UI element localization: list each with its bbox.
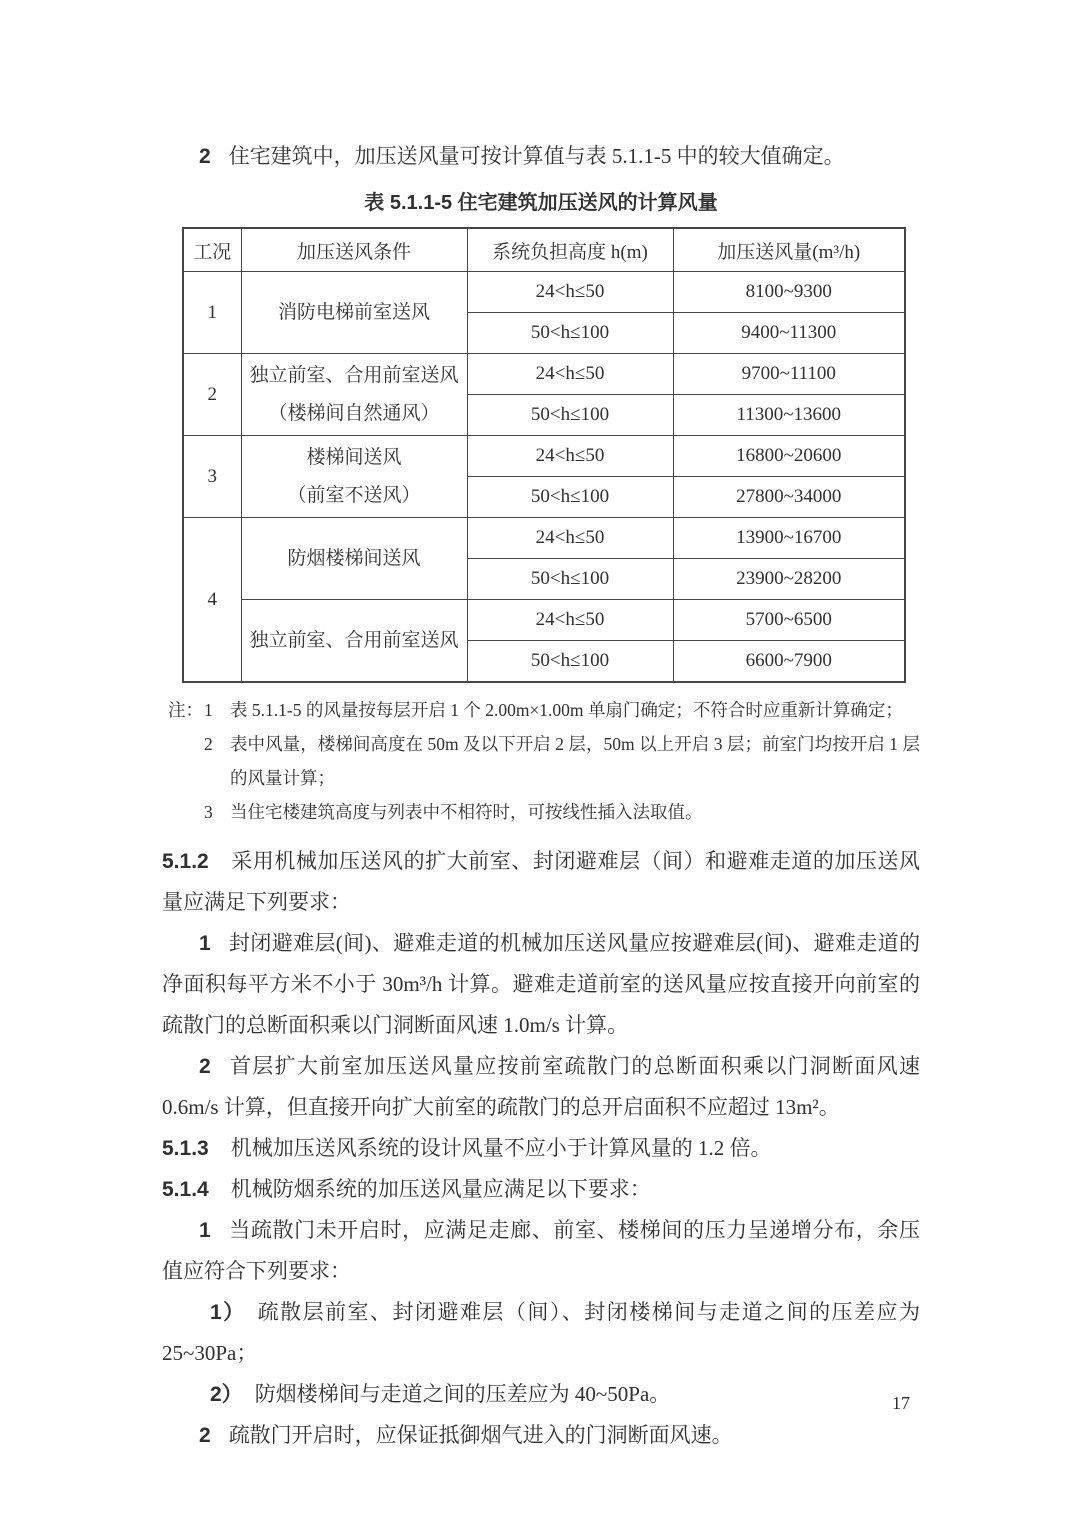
condition-line: 消防电梯前室送风	[277, 301, 430, 323]
note-item	[168, 727, 920, 795]
condition-line: 独立前室、合用前室送风	[249, 364, 459, 386]
clause-number: 2	[199, 1424, 211, 1447]
section-5-1-3: 5.1.3 机械加压送风系统的设计风量不应小于计算风量的 1.2 倍。	[162, 1136, 772, 1160]
note-item	[168, 693, 920, 727]
clause-number: 2	[199, 1055, 211, 1078]
cell-volume: 6600~7900	[673, 641, 905, 683]
table-5-1-1-5	[182, 227, 906, 683]
table-row	[183, 272, 905, 313]
intro-paragraph	[162, 136, 920, 177]
cell-volume: 27800~34000	[673, 477, 905, 518]
cell-volume: 8100~9300	[673, 272, 905, 313]
section-5-1-4: 5.1.4 机械防烟系统的加压送风量应满足以下要求：	[162, 1177, 651, 1201]
cell-height: 50<h≤100	[467, 559, 673, 600]
cell-height: 50<h≤100	[467, 313, 673, 354]
cell-height: 24<h≤50	[467, 272, 673, 313]
col-header-height: 系统负担高度 h(m)	[467, 228, 673, 272]
cell-volume: 16800~20600	[673, 436, 905, 477]
body-text	[162, 841, 920, 1456]
cell-height: 24<h≤50	[467, 518, 673, 559]
cell-volume: 9400~11300	[673, 313, 905, 354]
condition-line: （楼梯间自然通风）	[268, 402, 440, 424]
subclause-paragraph: 2） 防烟楼梯间与走道之间的压差应为 40~50Pa。	[210, 1382, 671, 1406]
condition-line: （前室不送风）	[287, 484, 421, 506]
intro-number: 2	[199, 145, 211, 168]
cell-height: 24<h≤50	[467, 436, 673, 477]
note-text: 当住宅楼建筑高度与列表中不相符时，可按线性插入法取值。	[230, 802, 703, 822]
subclause-number: 2）	[210, 1383, 243, 1406]
intro-text: 住宅建筑中，加压送风量可按计算值与表 5.1.1-5 中的较大值确定。	[228, 144, 845, 168]
cell-volume: 11300~13600	[673, 395, 905, 436]
note-number: 1	[204, 700, 213, 720]
subclause-paragraph: 1） 疏散层前室、封闭避难层（间）、封闭楼梯间与走道之间的压差应为 25~30Pa；	[162, 1300, 920, 1365]
table-row	[183, 600, 905, 641]
page-content	[162, 136, 920, 1456]
clause-number: 1	[199, 1219, 211, 1242]
section-number: 5.1.4	[162, 1178, 209, 1201]
note-text: 表中风量，楼梯间高度在 50m 及以下开启 2 层，50m 以上开启 3 层；前室门均按开启 1 层的风量计算；	[230, 734, 920, 788]
note-number: 2	[204, 734, 213, 754]
notes-label: 注：	[168, 700, 203, 720]
note-item	[168, 795, 920, 829]
cell-condition	[241, 436, 467, 518]
cell-condition	[241, 354, 467, 436]
cell-volume: 9700~11100	[673, 354, 905, 395]
cell-height: 24<h≤50	[467, 600, 673, 641]
col-header-volume: 加压送风量(m³/h)	[673, 228, 905, 272]
condition-line: 防烟楼梯间送风	[287, 547, 421, 569]
table-title: 表 5.1.1-5 住宅建筑加压送风的计算风量	[364, 192, 718, 214]
table-notes	[168, 693, 920, 829]
table-header-row	[183, 228, 905, 272]
clause-number: 1	[199, 932, 211, 955]
cell-height: 50<h≤100	[467, 395, 673, 436]
cell-case: 1	[183, 272, 241, 354]
col-header-condition: 加压送风条件	[241, 228, 467, 272]
cell-height: 24<h≤50	[467, 354, 673, 395]
table-row	[183, 354, 905, 395]
cell-height: 50<h≤100	[467, 477, 673, 518]
cell-case: 2	[183, 354, 241, 436]
section-number: 5.1.2	[162, 850, 209, 873]
table-row	[183, 436, 905, 477]
cell-volume: 23900~28200	[673, 559, 905, 600]
clause-paragraph: 1 封闭避难层(间)、避难走道的机械加压送风量应按避难层(间)、避难走道的净面积每平方米不小于 30m³/h 计算。避难走道前室的送风量应按直接开向前室的疏散门的总断面积乘以门洞断面风速 1.0m/s 计算。	[162, 931, 920, 1037]
subclause-number: 1）	[210, 1301, 246, 1324]
condition-line: 独立前室、合用前室送风	[249, 629, 459, 651]
cell-case: 4	[183, 518, 241, 683]
condition-line: 楼梯间送风	[306, 446, 402, 468]
page-number: 17	[892, 1393, 910, 1413]
cell-condition	[241, 272, 467, 354]
clause-paragraph: 1 当疏散门未开启时，应满足走廊、前室、楼梯间的压力呈递增分布，余压值应符合下列要求：	[162, 1218, 920, 1283]
cell-volume: 13900~16700	[673, 518, 905, 559]
cell-condition	[241, 600, 467, 683]
cell-volume: 5700~6500	[673, 600, 905, 641]
cell-condition	[241, 518, 467, 600]
note-number: 3	[204, 802, 213, 822]
note-text: 表 5.1.1-5 的风量按每层开启 1 个 2.00m×1.00m 单扇门确定；不符合时应重新计算确定；	[230, 700, 903, 720]
section-number: 5.1.3	[162, 1137, 209, 1160]
col-header-case: 工况	[183, 228, 241, 272]
clause-paragraph: 2 首层扩大前室加压送风量应按前室疏散门的总断面积乘以门洞断面风速 0.6m/s 计算，但直接开向扩大前室的疏散门的总开启面积不应超过 13m²。	[162, 1054, 920, 1119]
cell-height: 50<h≤100	[467, 641, 673, 683]
section-5-1-2: 5.1.2 采用机械加压送风的扩大前室、封闭避难层（间）和避难走道的加压送风量应满足下列要求：	[162, 849, 920, 914]
cell-case: 3	[183, 436, 241, 518]
table-row	[183, 518, 905, 559]
clause-paragraph: 2 疏散门开启时，应保证抵御烟气进入的门洞断面风速。	[199, 1423, 733, 1447]
